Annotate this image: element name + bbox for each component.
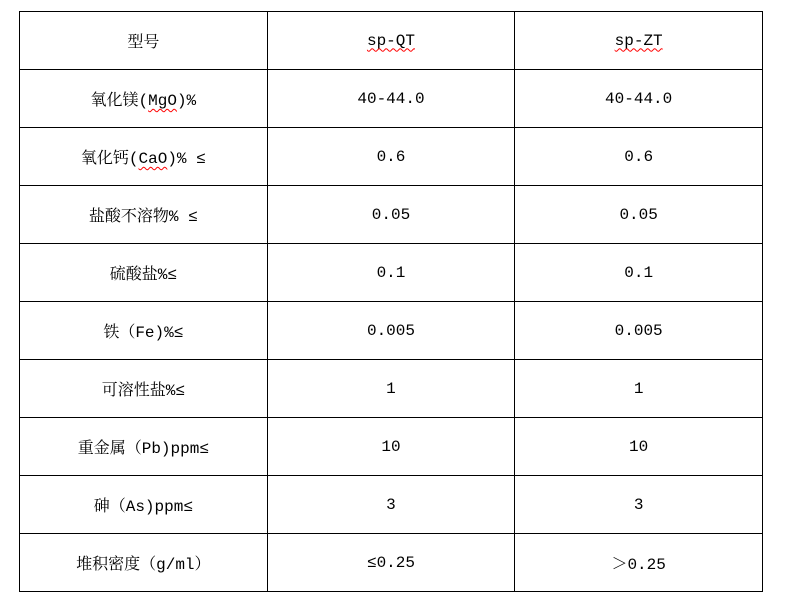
table-row [20, 360, 763, 418]
cell-value [267, 534, 515, 592]
cell-label [20, 244, 268, 302]
table-row [20, 534, 763, 592]
table-row [20, 12, 763, 70]
cell-value [267, 360, 515, 418]
cell-value [267, 244, 515, 302]
cell-value [515, 186, 763, 244]
cell-text: 3 [386, 495, 396, 514]
cell-value [267, 70, 515, 128]
table-row [20, 476, 763, 534]
cell-text: 0.6 [376, 147, 406, 166]
cell-text: 10 [381, 437, 401, 456]
spellcheck-squiggle-text: CaO [138, 150, 168, 168]
cell-value [515, 70, 763, 128]
cell-text: 0.1 [376, 263, 406, 282]
cell-text: ≤0.25 [366, 553, 415, 572]
cell-value [515, 302, 763, 360]
cell-text: 重金属（Pb)ppm≤ [77, 440, 209, 458]
cell-label [20, 360, 268, 418]
table-row [20, 70, 763, 128]
cell-text: 0.005 [366, 321, 415, 340]
cell-value [267, 476, 515, 534]
spec-table-body [20, 12, 763, 592]
cell-text: 堆积密度（g/ml） [76, 556, 211, 574]
cell-label [20, 302, 268, 360]
spellcheck-squiggle-text: MgO [148, 92, 177, 110]
cell-value [267, 418, 515, 476]
cell-value [515, 476, 763, 534]
table-row [20, 186, 763, 244]
cell-value [515, 534, 763, 592]
cell-value [515, 244, 763, 302]
spec-table [19, 11, 763, 592]
table-row [20, 302, 763, 360]
cell-text: 可溶性盐%≤ [101, 382, 185, 400]
cell-text: 盐酸不溶物% ≤ [88, 208, 198, 226]
cell-label [20, 476, 268, 534]
cell-label [20, 418, 268, 476]
table-row [20, 244, 763, 302]
table-row [20, 418, 763, 476]
cell-text: 1 [633, 379, 644, 398]
cell-value [515, 418, 763, 476]
cell-value [515, 12, 763, 70]
cell-text: 型号 [127, 34, 160, 52]
cell-text: 0.005 [614, 321, 663, 340]
cell-text: 氧化钙( [80, 150, 139, 168]
cell-text: 砷（As)ppm≤ [93, 498, 193, 516]
cell-value [515, 128, 763, 186]
cell-text: 0.05 [371, 205, 411, 224]
cell-value [267, 12, 515, 70]
cell-text: 10 [629, 437, 649, 456]
cell-label [20, 534, 268, 592]
cell-value [267, 302, 515, 360]
cell-text: )% [176, 92, 197, 110]
cell-text: 40-44.0 [357, 89, 425, 108]
cell-text: 0.05 [619, 205, 658, 224]
cell-text: ＞0.25 [611, 556, 666, 574]
cell-label [20, 128, 268, 186]
cell-text: 氧化镁( [90, 92, 149, 110]
cell-value [515, 360, 763, 418]
cell-text: 铁（Fe)%≤ [103, 324, 184, 342]
cell-text: 3 [633, 495, 644, 514]
cell-text: 1 [386, 379, 396, 398]
cell-value [267, 186, 515, 244]
cell-value [267, 128, 515, 186]
cell-text: 40-44.0 [605, 89, 673, 108]
cell-label [20, 186, 268, 244]
table-row [20, 128, 763, 186]
spellcheck-squiggle-text: sp-QT [366, 31, 415, 50]
cell-label [20, 70, 268, 128]
cell-text: 硫酸盐%≤ [109, 266, 177, 284]
cell-text: 0.1 [624, 263, 654, 282]
spellcheck-squiggle-text: sp-ZT [614, 31, 663, 50]
cell-text: 0.6 [624, 147, 654, 166]
cell-text: )% ≤ [167, 150, 206, 168]
cell-label [20, 12, 268, 70]
